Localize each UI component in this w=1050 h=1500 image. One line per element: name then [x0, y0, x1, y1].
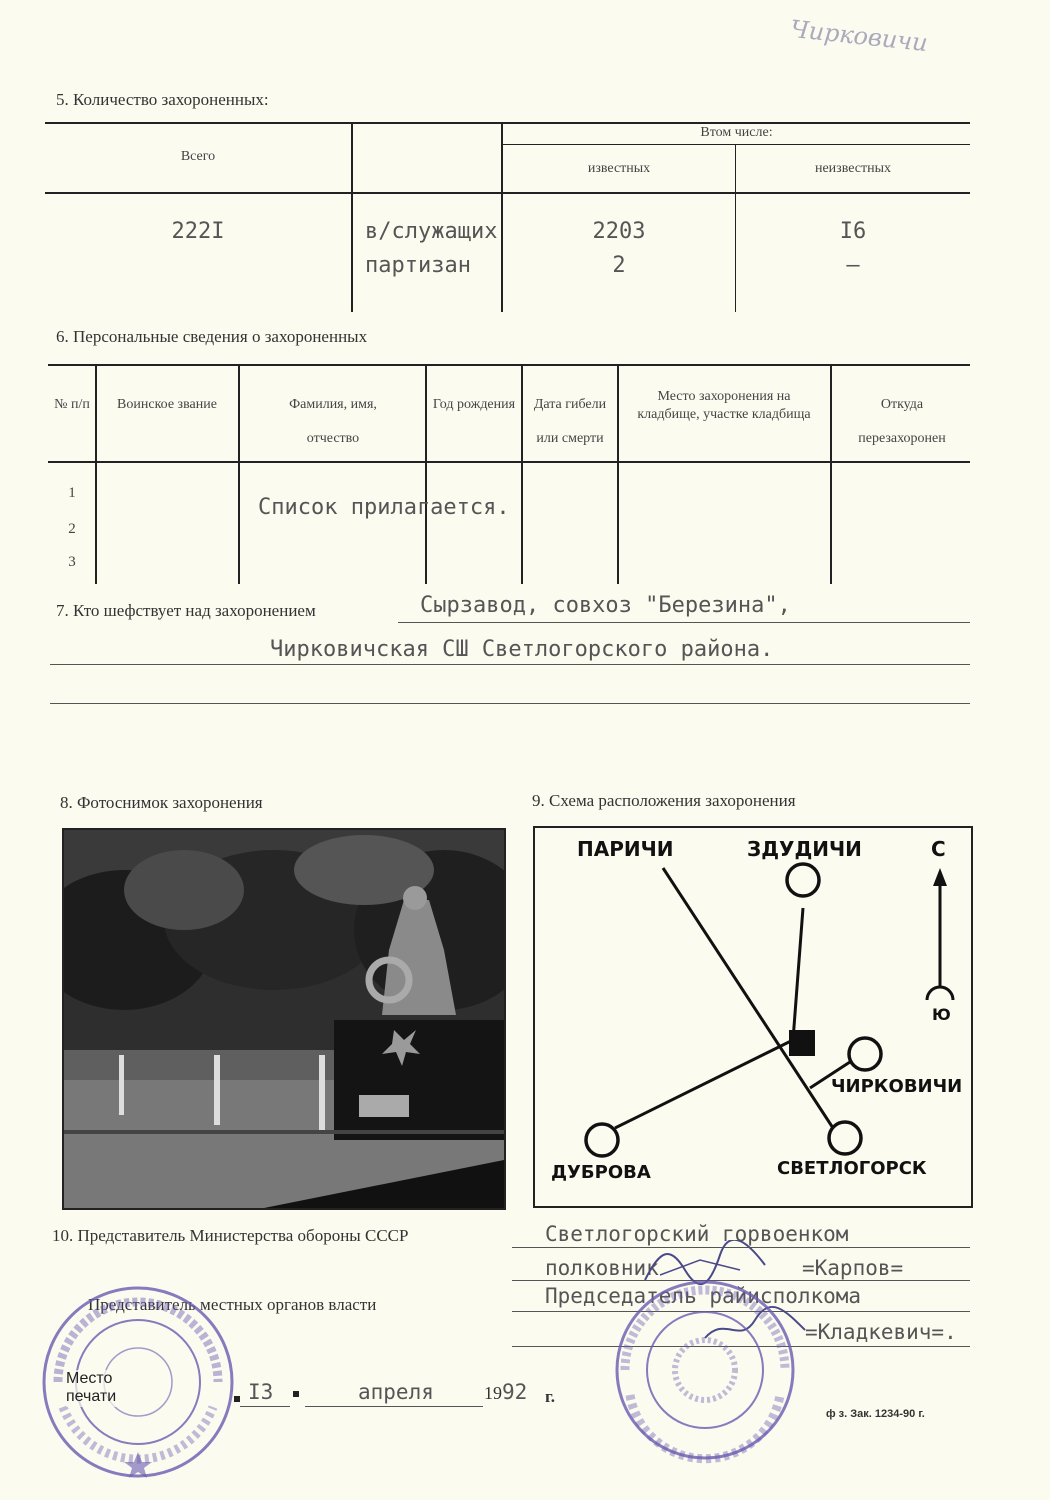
header-birth-year: Год рождения	[432, 397, 516, 412]
personal-details-table	[48, 364, 970, 584]
date-bullet	[234, 1396, 240, 1402]
header-reburied-from: Откуда перезахоронен	[858, 397, 946, 446]
patron-line-1: Сырзавод, совхоз "Березина",	[420, 593, 791, 618]
header-burial-place: Место захоронения на кладбище, участке кладбища	[637, 389, 811, 422]
known-partisans: 2	[612, 253, 626, 278]
col-unknown-header: неизвестных	[814, 161, 892, 176]
corner-handwritten-note: Чирковичи	[788, 14, 930, 58]
section10-title: 10. Представитель Министерства обороны СССР	[52, 1226, 409, 1245]
section6-title: 6. Персональные сведения о захороненных	[56, 327, 368, 346]
section9-title: 9. Схема расположения захоронения	[532, 791, 796, 810]
row-number-1: 1	[68, 485, 76, 501]
header-rank: Воинское звание	[117, 397, 217, 412]
col-including-header: Втом числе:	[700, 125, 773, 140]
location-scheme	[533, 826, 973, 1208]
burial-photo	[62, 828, 506, 1210]
seal-place-label: Место печати	[66, 1370, 128, 1407]
row-number-2: 2	[68, 521, 76, 537]
mod-rep-rank: полковник	[545, 1256, 659, 1280]
row-number-3: 3	[68, 554, 76, 570]
list-attached-note: Список прилагается.	[258, 495, 510, 520]
date-year-prefix: 19	[484, 1383, 502, 1403]
place-parichi: ПАРИЧИ	[577, 837, 674, 861]
local-rep-name: =Кладкевич=.	[805, 1320, 957, 1344]
north-label: С	[931, 837, 946, 861]
col-known-header: известных	[587, 161, 651, 176]
place-zdudichi: ЗДУДИЧИ	[747, 837, 862, 861]
header-number: № п/п	[54, 397, 90, 412]
burials-count-table	[45, 122, 970, 312]
section8-title: 8. Фотоснимок захоронения	[60, 793, 263, 812]
date-month: апреля	[358, 1380, 434, 1404]
patron-line-2: Чирковичская СШ Светлогорского района.	[270, 637, 774, 662]
unknown-military: I6	[839, 219, 867, 244]
mod-rep-line-1: Светлогорский горвоенком	[545, 1222, 849, 1246]
date-day: I3	[248, 1380, 274, 1404]
south-label: Ю	[932, 1005, 951, 1024]
header-full-name: Фамилия, имя, отчество	[289, 397, 377, 446]
date-year-suffix: 92	[502, 1380, 528, 1404]
section7-title: 7. Кто шефствует над захоронением	[56, 601, 316, 620]
category-partisans: партизан	[365, 253, 471, 278]
header-death-date: Дата гибели или смерти	[533, 397, 607, 446]
section5-title: 5. Количество захороненных:	[56, 90, 269, 109]
local-rep-line-1: Председатель райисполкома	[545, 1284, 862, 1308]
print-note: ф з. Зак. 1234-90 г.	[826, 1408, 925, 1420]
date-year	[484, 1380, 527, 1404]
date-bullet-2	[293, 1391, 299, 1397]
place-dubrova: ДУБРОВА	[551, 1162, 651, 1183]
total-count: 222I	[171, 219, 225, 244]
place-chirkovichi: ЧИРКОВИЧИ	[831, 1076, 963, 1097]
date-unit: г.	[545, 1387, 556, 1406]
local-authority-title: Представитель местных органов власти	[88, 1295, 377, 1314]
mod-rep-name: =Карпов=	[802, 1256, 904, 1280]
col-total-header: Всего	[180, 149, 216, 164]
known-military: 2203	[592, 219, 646, 244]
unknown-partisans: –	[846, 253, 860, 278]
place-svetlogorsk: СВЕТЛОГОРСК	[777, 1158, 927, 1179]
category-military: в/служащих	[365, 219, 498, 244]
seal-district-committee	[610, 1275, 800, 1465]
